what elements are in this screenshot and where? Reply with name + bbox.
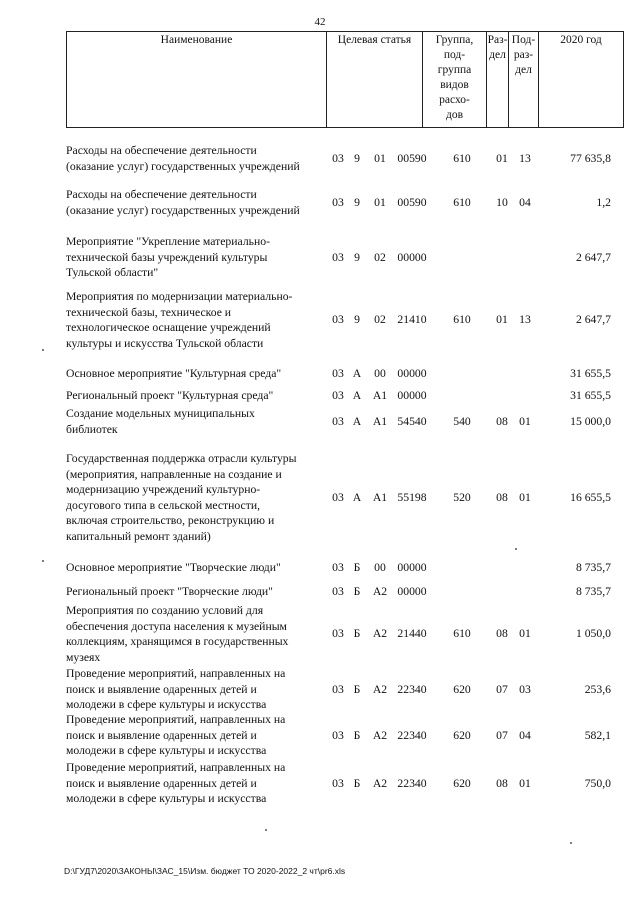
- row-name-line: Расходы на обеспечение деятельности: [66, 144, 257, 157]
- row-amount: 8 735,7: [575, 585, 611, 598]
- row-target-part-2: 9: [354, 196, 360, 209]
- row-amount: 15 000,0: [570, 415, 611, 428]
- row-name-line: молодежи в сфере культуры и искусства: [66, 698, 267, 711]
- row-amount: 1 050,0: [575, 627, 611, 640]
- header-name: Наименование: [160, 34, 233, 46]
- row-target-part-3: 00: [374, 367, 386, 380]
- row-name: [66, 712, 328, 759]
- row-target-part-2: 9: [354, 313, 360, 326]
- scan-speck: [265, 829, 267, 831]
- header-group-line: группа: [437, 64, 472, 76]
- row-name-line: модернизацию учреждений культурно-: [66, 483, 261, 496]
- row-amount: 253,6: [584, 683, 611, 696]
- row-target-part-2: А: [352, 367, 362, 380]
- header-subsection-line: Под-: [511, 34, 536, 46]
- scan-speck: [42, 560, 44, 562]
- header-section-line: Раз-: [487, 34, 508, 46]
- row-name-line: Проведение мероприятий, направленных на: [66, 713, 286, 726]
- row-name-line: Мероприятие "Укрепление материально-: [66, 235, 270, 248]
- row-name: [66, 366, 328, 382]
- row-target-part-4: 22340: [397, 729, 427, 742]
- header-target: Целевая статья: [337, 34, 412, 46]
- row-amount: 750,0: [584, 777, 611, 790]
- row-name-line: Региональный проект "Культурная среда": [66, 389, 274, 402]
- row-target-part-3: А1: [372, 415, 388, 428]
- row-amount: 77 635,8: [570, 152, 611, 165]
- row-target-part-4: 54540: [397, 415, 427, 428]
- row-group: 620: [453, 729, 471, 742]
- row-name-line: Создание модельных муниципальных: [66, 407, 255, 420]
- row-name: [66, 143, 328, 174]
- row-name: [66, 187, 328, 218]
- row-target-part-3: А2: [372, 627, 388, 640]
- row-target-part-4: 00590: [397, 196, 427, 209]
- row-name: [66, 603, 328, 665]
- row-subsection: 01: [519, 627, 531, 640]
- scan-speck: [42, 349, 44, 351]
- row-name-line: Проведение мероприятий, направленных на: [66, 667, 286, 680]
- row-section: 07: [496, 683, 508, 696]
- row-section: 08: [496, 627, 508, 640]
- row-subsection: 01: [519, 777, 531, 790]
- row-group: 540: [453, 415, 471, 428]
- row-target-part-2: Б: [353, 777, 361, 790]
- row-subsection: 03: [519, 683, 531, 696]
- row-name-line: включая строительство, реконструкцию и: [66, 514, 275, 527]
- row-target-part-4: 00590: [397, 152, 427, 165]
- row-name-line: (оказание услуг) государственных учреждений: [66, 203, 300, 217]
- row-target-part-2: А: [352, 389, 362, 402]
- row-target-part-4: 00000: [397, 251, 427, 264]
- header-group-line: расхо-: [439, 94, 470, 106]
- row-target-part-3: А2: [372, 683, 388, 696]
- row-section: 08: [496, 777, 508, 790]
- row-target-part-4: 00000: [397, 389, 427, 402]
- row-name-line: обеспечения доступа населения к музейным: [66, 619, 287, 633]
- row-name-line: музеях: [66, 650, 101, 664]
- row-name-line: технологическое оснащение учреждений: [66, 321, 271, 334]
- row-amount: 2 647,7: [575, 313, 611, 326]
- row-name: [66, 406, 328, 437]
- row-name-line: Основное мероприятие "Творческие люди": [66, 561, 281, 574]
- row-name-line: молодежи в сфере культуры и искусства: [66, 744, 267, 757]
- row-name-line: поиск и выявление одаренных детей и: [66, 728, 257, 742]
- row-target-part-4: 55198: [397, 491, 427, 504]
- row-name-line: (оказание услуг) государственных учреждений: [66, 159, 300, 173]
- row-name-line: (мероприятия, направленные на создание и: [66, 467, 282, 481]
- row-target-part-1: 03: [332, 367, 344, 380]
- row-subsection: 04: [519, 196, 531, 209]
- row-target-part-4: 00000: [397, 367, 427, 380]
- row-target-part-2: Б: [353, 585, 361, 598]
- header-group-line: дов: [445, 109, 464, 121]
- row-target-part-3: А2: [372, 585, 388, 598]
- row-group: 610: [453, 196, 471, 209]
- row-target-part-4: 00000: [397, 561, 427, 574]
- row-target-part-3: А2: [372, 777, 388, 790]
- row-target-part-3: 01: [374, 196, 386, 209]
- row-group: 620: [453, 683, 471, 696]
- header-group-line: под-: [443, 49, 466, 61]
- row-name: [66, 584, 328, 600]
- row-subsection: 13: [519, 152, 531, 165]
- row-target-part-1: 03: [332, 561, 344, 574]
- row-name: [66, 388, 328, 404]
- row-target-part-1: 03: [332, 251, 344, 264]
- row-name-line: Государственная поддержка отрасли культуры: [66, 452, 297, 465]
- row-amount: 16 655,5: [570, 491, 611, 504]
- row-name-line: коллекциям, хранящимся в государственных: [66, 635, 289, 648]
- header-group-line: видов: [440, 79, 469, 91]
- row-name-line: культуры и искусства Тульской области: [66, 336, 264, 350]
- row-target-part-1: 03: [332, 729, 344, 742]
- row-target-part-1: 03: [332, 491, 344, 504]
- row-name-line: Мероприятия по созданию условий для: [66, 604, 264, 617]
- row-target-part-1: 03: [332, 196, 344, 209]
- row-name: [66, 289, 328, 351]
- row-target-part-2: А: [352, 491, 362, 504]
- row-subsection: 04: [519, 729, 531, 742]
- row-target-part-3: 02: [374, 313, 386, 326]
- row-name-line: технической базы учреждений культуры: [66, 250, 268, 264]
- row-name: [66, 666, 328, 713]
- row-amount: 1,2: [596, 196, 611, 209]
- row-subsection: 13: [519, 313, 531, 326]
- row-subsection: 01: [519, 415, 531, 428]
- row-group: 610: [453, 313, 471, 326]
- row-target-part-1: 03: [332, 415, 344, 428]
- row-target-part-2: Б: [353, 627, 361, 640]
- row-section: 01: [496, 152, 508, 165]
- row-target-part-1: 03: [332, 683, 344, 696]
- row-target-part-2: Б: [353, 561, 361, 574]
- row-amount: 8 735,7: [575, 561, 611, 574]
- row-name: [66, 760, 328, 807]
- row-amount: 31 655,5: [570, 389, 611, 402]
- row-name-line: поиск и выявление одаренных детей и: [66, 776, 257, 790]
- row-target-part-2: 9: [354, 152, 360, 165]
- row-group: 610: [453, 627, 471, 640]
- row-section: 07: [496, 729, 508, 742]
- row-name-line: библиотек: [66, 422, 118, 436]
- row-amount: 2 647,7: [575, 251, 611, 264]
- row-section: 08: [496, 491, 508, 504]
- row-target-part-3: А1: [372, 389, 388, 402]
- row-name-line: Расходы на обеспечение деятельности: [66, 188, 257, 201]
- row-name: [66, 560, 328, 576]
- header-subsection-line: раз-: [513, 49, 534, 61]
- row-group: 520: [453, 491, 471, 504]
- row-target-part-4: 22340: [397, 777, 427, 790]
- row-group: 620: [453, 777, 471, 790]
- row-name-line: технической базы, техническое и: [66, 305, 232, 319]
- row-target-part-1: 03: [332, 627, 344, 640]
- row-target-part-2: 9: [354, 251, 360, 264]
- row-name-line: Региональный проект "Творческие люди": [66, 585, 273, 598]
- row-name-line: Проведение мероприятий, направленных на: [66, 761, 286, 774]
- header-section-line: дел: [489, 49, 506, 61]
- row-section: 01: [496, 313, 508, 326]
- row-amount: 582,1: [584, 729, 611, 742]
- page-number: 42: [314, 16, 326, 28]
- row-subsection: 01: [519, 491, 531, 504]
- file-path-footer: D:\ГУД7\2020\ЗАКОНЫ\ЗАС_15\Изм. бюджет ТО 2020-2022_2 чт\pr6.xls: [64, 866, 346, 876]
- row-target-part-4: 22340: [397, 683, 427, 696]
- row-group: 610: [453, 152, 471, 165]
- row-name: [66, 451, 328, 544]
- row-target-part-4: 00000: [397, 585, 427, 598]
- row-target-part-1: 03: [332, 585, 344, 598]
- header-year: 2020 год: [560, 34, 602, 46]
- header-subsection-line: дел: [515, 64, 532, 76]
- row-name-line: капитальный ремонт зданий): [66, 529, 211, 543]
- row-name-line: Тульской области": [66, 266, 159, 279]
- row-target-part-3: 02: [374, 251, 386, 264]
- row-name-line: Основное мероприятие "Культурная среда": [66, 367, 282, 380]
- row-target-part-1: 03: [332, 389, 344, 402]
- row-section: 10: [496, 196, 508, 209]
- row-target-part-2: Б: [353, 729, 361, 742]
- row-target-part-4: 21440: [397, 627, 427, 640]
- row-name-line: досугового типа в сельской местности,: [66, 498, 261, 512]
- row-target-part-3: А2: [372, 729, 388, 742]
- row-target-part-2: Б: [353, 683, 361, 696]
- row-name: [66, 234, 328, 281]
- row-name-line: молодежи в сфере культуры и искусства: [66, 792, 267, 805]
- row-target-part-3: 01: [374, 152, 386, 165]
- scan-speck: [515, 548, 517, 550]
- row-name-line: поиск и выявление одаренных детей и: [66, 682, 257, 696]
- row-target-part-1: 03: [332, 777, 344, 790]
- row-target-part-3: 00: [374, 561, 386, 574]
- row-target-part-4: 21410: [397, 313, 427, 326]
- row-amount: 31 655,5: [570, 367, 611, 380]
- row-name-line: Мероприятия по модернизации материально-: [66, 290, 293, 303]
- row-target-part-1: 03: [332, 313, 344, 326]
- scan-speck: [570, 842, 572, 844]
- header-group-line: Группа,: [435, 34, 474, 46]
- row-target-part-1: 03: [332, 152, 344, 165]
- row-target-part-2: А: [352, 415, 362, 428]
- row-section: 08: [496, 415, 508, 428]
- row-target-part-3: А1: [372, 491, 388, 504]
